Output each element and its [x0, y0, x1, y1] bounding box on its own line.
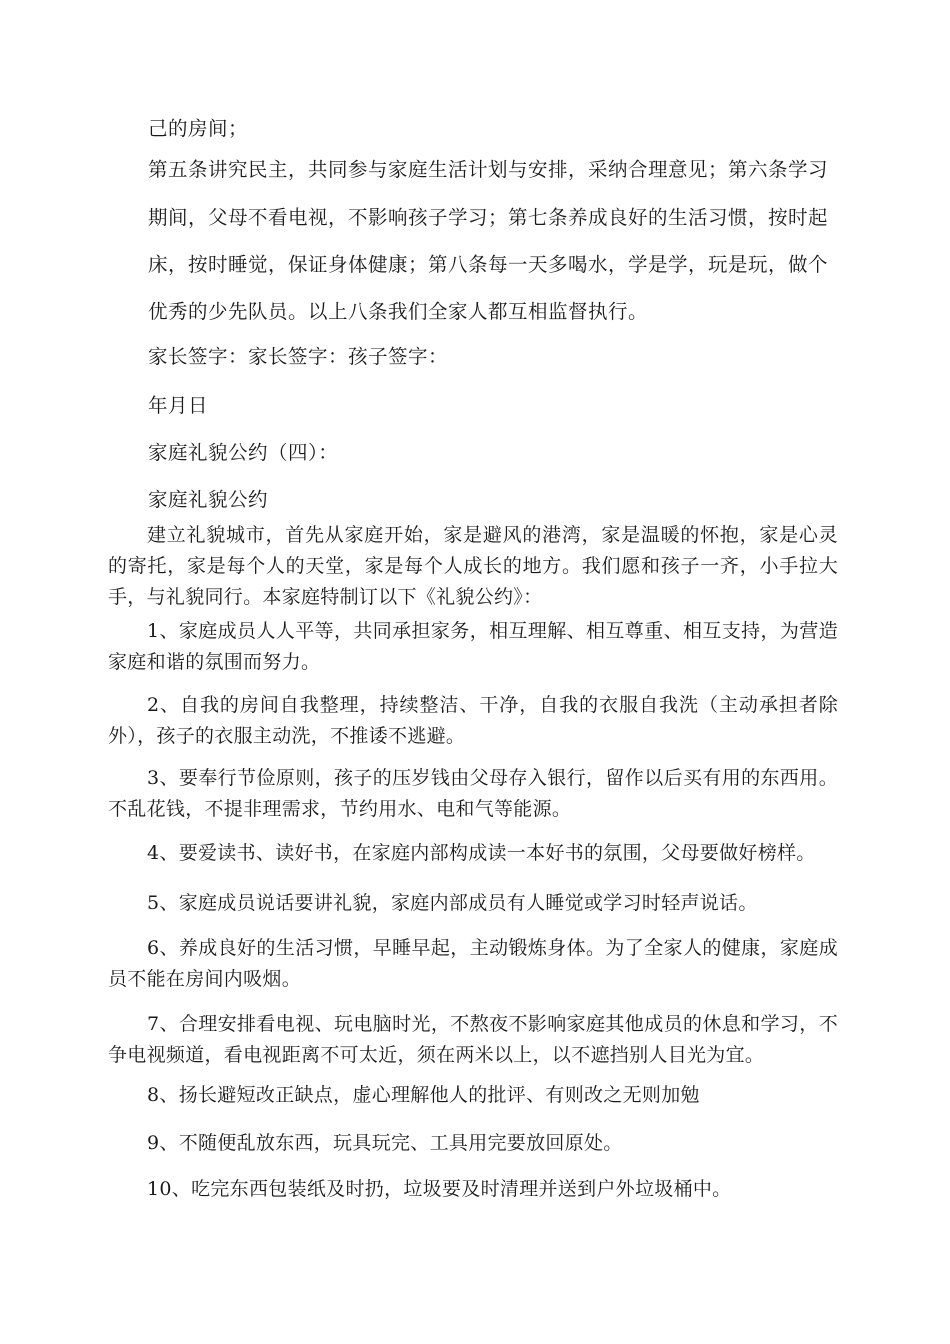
- intro-paragraph: 建立礼貌城市，首先从家庭开始，家是避风的港湾，家是温暖的怀抱，家是心灵的寄托，家是每个人的天堂，家是每个人成长的地方。我们愿和孩子一齐，小手拉大手，与礼貌同行。本家庭特制订以下《礼貌公约》：: [108, 524, 838, 608]
- text-line: 第五条讲究民主，共同参与家庭生活计划与安排，采纳合理意见；第六条学习: [148, 158, 829, 181]
- section-heading: 家庭礼貌公约（四）：: [148, 441, 339, 464]
- rule-item: 5、家庭成员说话要讲礼貌，家庭内部成员有人睡觉或学习时轻声说话。: [147, 892, 758, 914]
- rule-item: 8、扬长避短改正缺点，虚心理解他人的批评、有则改之无则加勉: [147, 1084, 700, 1106]
- rule-item: 6、养成良好的生活习惯，早睡早起，主动锻炼身体。为了全家人的健康，家庭成员不能在房间内吸烟。: [108, 937, 838, 990]
- rule-item: 4、要爱读书、读好书，在家庭内部构成读一本好书的氛围，父母要做好榜样。: [147, 842, 816, 864]
- text-line: 优秀的少先队员。以上八条我们全家人都互相监督执行。: [148, 300, 649, 323]
- signature-line: 家长签字：家长签字：孩子签字：: [148, 345, 449, 368]
- rule-item: 3、要奉行节俭原则，孩子的压岁钱由父母存入银行，留作以后买有用的东西用。不乱花钱，不提非理需求，节约用水、电和气等能源。: [108, 767, 838, 820]
- rule-item: 1、家庭成员人人平等，共同承担家务，相互理解、相互尊重、相互支持，为营造家庭和谐的氛围而努力。: [108, 620, 838, 673]
- text-line: 床，按时睡觉，保证身体健康；第八条每一天多喝水，学是学，玩是玩，做个: [148, 253, 829, 276]
- rule-item: 2、自我的房间自我整理，持续整洁、干净，自我的衣服自我洗（主动承担者除外），孩子的衣服主动洗，不推诿不逃避。: [108, 694, 838, 747]
- rule-item: 10、吃完东西包装纸及时扔，垃圾要及时清理并送到户外垃圾桶中。: [147, 1178, 732, 1200]
- date-line: 年月日: [148, 394, 209, 417]
- rule-item: 9、不随便乱放东西，玩具玩完、工具用完要放回原处。: [147, 1132, 623, 1154]
- rule-item: 7、合理安排看电视、玩电脑时光，不熬夜不影响家庭其他成员的休息和学习，不争电视频道，看电视距离不可太近，须在两米以上，以不遮挡别人目光为宜。: [108, 1013, 838, 1066]
- text-line: 期间，父母不看电视，不影响孩子学习；第七条养成良好的生活习惯，按时起: [148, 206, 829, 229]
- document-title: 家庭礼貌公约: [148, 488, 269, 511]
- text-line: 己的房间；: [148, 117, 249, 140]
